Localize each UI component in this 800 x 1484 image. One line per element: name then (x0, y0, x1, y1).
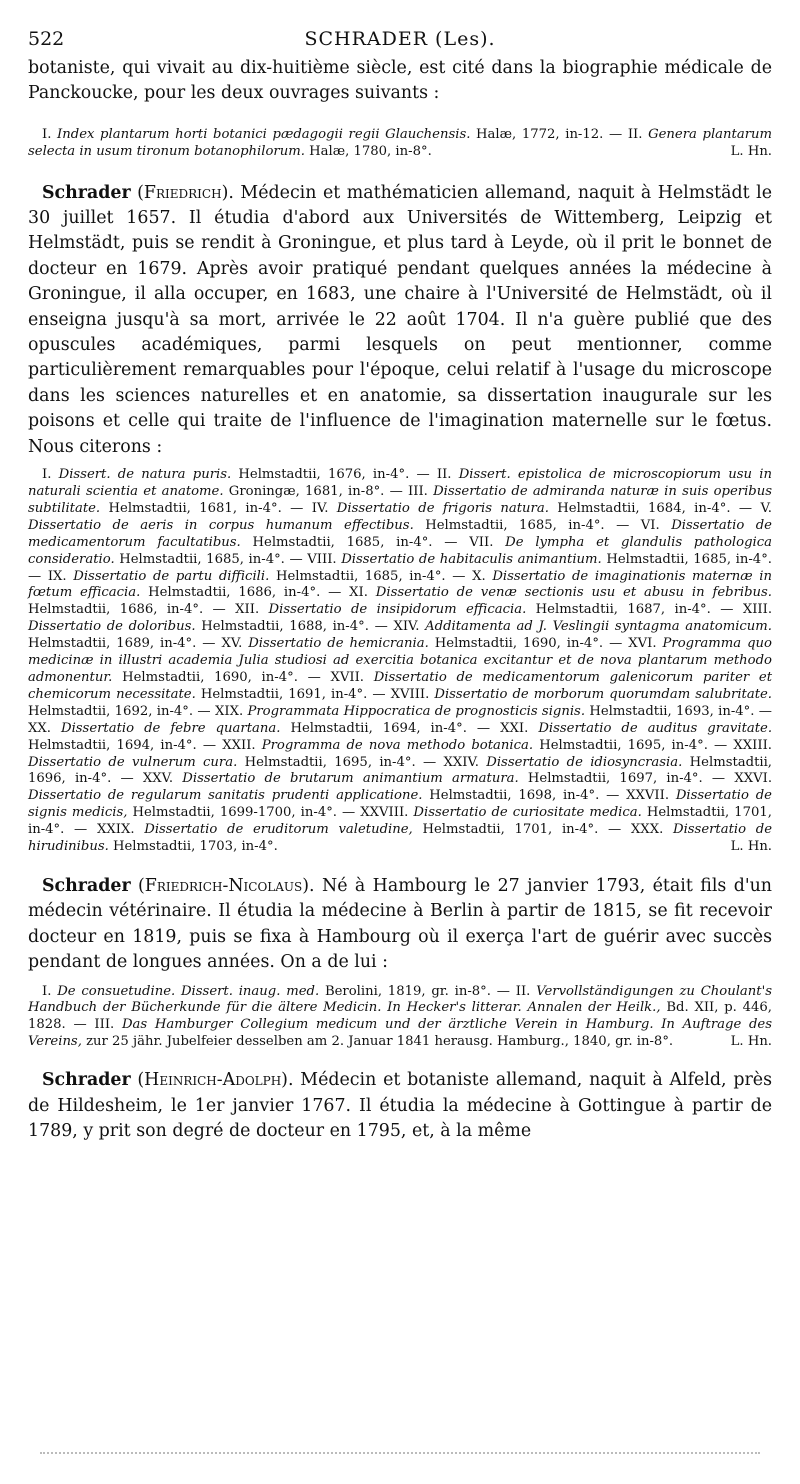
bib-item: XXIX. Dissertatio de eruditorum valetudine, Helmstadtii, 1701, in-4°. — (96, 822, 622, 838)
bib-item: XII. Dissertatio de insipidorum efficacia. Helmstadtii, 1687, in-4°. — (235, 602, 734, 618)
bib-item: IV. Dissertatio de frigoris natura. Helmstadtii, 1684, in-4°. — (311, 500, 753, 516)
page (28, 22, 772, 1144)
bib-item: VI. Dissertatio de medicamentorum facultatibus. Helmstadtii, 1685, in-4°. — (28, 517, 772, 550)
bib-item: XXV. Dissertatio de brutarum animantium armatura. Helmstadtii, 1697, in-4°. — (142, 771, 726, 787)
page-header (28, 22, 772, 56)
bib-item: IX. Dissertatio de partu difficili. Helmstadtii, 1685, in-4°. — (47, 568, 466, 584)
bib-item: V. Dissertatio de aeris in corpus humanum effectibus. Helmstadtii, 1685, in-4°. — (28, 500, 772, 533)
bibliography-list-1 (28, 127, 772, 161)
bib-item: II. Genera plantarum selecta in usum tironum botanophilorum. Halæ, 1780, in-8°. (28, 126, 773, 159)
bib-item: XXI. Dissertatio de auditus gravitate. Helmstadtii, 1694, in-4°. — (28, 720, 773, 753)
entry-fullname: (Friedrich-Nicolaus). (138, 875, 315, 896)
bib-item: XXVI. Dissertatio de regularum sanitatis prudenti applicatione. Helmstadtii, 1698, in-4°. — (28, 771, 773, 804)
bib-item: X. Dissertatio de imaginationis maternæ in fœtum efficacia. Helmstadtii, 1686, in-4°. — (28, 568, 773, 601)
bib-item: II. Dissert. epistolica de microscopiorum usu in naturali scientia et anatome. Groningæ, 1681, in-8°. — (28, 467, 772, 499)
bib-item: I. De consuetudine. Dissert. inaug. med. Berolini, 1819, gr. in-8°. — (42, 983, 510, 999)
bib-item: XX. Dissertatio de febre quartana. Helmstadtii, 1694, in-4°. — (28, 720, 491, 736)
bottom-edge-noise (40, 1452, 760, 1456)
bib-item: XVIII. Dissertatio de morborum quorumdam salubritate. Helmstadtii, 1692, in-4°. — (28, 686, 772, 719)
bib-item: I. Index plantarum horti botanici pædagogii regii Glauchensis. Halæ, 1772, in-12. — (42, 126, 623, 142)
bibliography-list-2 (28, 467, 772, 856)
entry-name: Schrader (42, 875, 131, 896)
entry-text: Médecin et mathématicien allemand, naquit à Helmstädt le 30 juillet 1657. Il étudia d'abord aux Universités de Wittemberg, Leipzig et Helmstädt, puis se rendit à Groningue, et plus tard à Leyde, où il prit le bonnet de docteur en 1679. Après avoir pratiqué pendant quelques années la médecine à Groningue, il alla occuper, en 1683, une chaire à l'Université de Helmstädt, où il enseigna jusqu'à sa mort, arrivée le 22 août 1704. Il n'a guère publié que des opuscules académiques, parmi lesquels on peut mentionner, comme particulièrement remarquables pour l'époque, celui relatif à l'usage du microscope dans les sciences naturelles et en anatomie, sa dissertation inaugurale sur les poisons et celle qui traite de l'influence de l'imagination maternelle sur le fœtus. Nous citerons : (28, 182, 773, 457)
bib-item: III. Dissertatio de admiranda naturæ in suis operibus subtilitate. Helmstadtii, 1681, in-4°. — (28, 484, 772, 516)
page-number: 522 (28, 28, 65, 50)
entry-friedrich-nicolaus (28, 874, 772, 976)
author-signature: L. Hn. (730, 839, 772, 855)
bib-item: XV. Dissertatio de hemicrania. Helmstadtii, 1690, in-4°. — (221, 636, 623, 652)
intro-paragraph: botaniste, qui vivait au dix-huitième siècle, est cité dans la biographie médicale de Panckoucke, pour les deux ouvrages suivants : (28, 58, 772, 104)
bib-item: XXVII. Dissertatio de signis medicis, Helmstadtii, 1699-1700, in-4°. — (28, 788, 772, 821)
bib-item: XXIII. Dissertatio de vulnerum cura. Helmstadtii, 1695, in-4°. — (28, 737, 772, 770)
bib-item: XXVIII. Dissertatio de curiositate medica. Helmstadtii, 1701, in-4°. — (28, 805, 772, 838)
entry-text: Médecin et botaniste allemand, naquit à Alfeld, près de Hildesheim, le 1er janvier 1767. Il étudia la médecine à Gottingue à partir de 1789, y prit son degré de docteur en 1795, et, à la même (28, 1070, 772, 1141)
entry-friedrich (28, 181, 772, 460)
bib-item: XVI. Programma quo medicinæ in illustri academia Julia studiosi ad exercitia botanica excitantur et de nova plantarum methodo admonentur. Helmstadtii, 1690, in-4°. — (28, 636, 772, 685)
bib-item: I. Dissert. de natura puris. Helmstadtii, 1676, in-4°. — (42, 467, 430, 483)
entry-name: Schrader (42, 1070, 131, 1091)
entry-name: Schrader (42, 182, 131, 203)
bib-item: XXX. Dissertatio de hirudinibus. Helmstadtii, 1703, in-4°. (28, 822, 773, 855)
bib-item: XXII. Programma de nova methodo botanica. Helmstadtii, 1695, in-4°. — (222, 737, 728, 753)
bib-item: III. Das Hamburger Collegium medicum und der ärztliche Verein in Hamburg. In Auftrage des Vereins, zur 25 jähr. Jubelfeier desselben am 2. Januar 1841 herausg. Hamburg., 1840, gr. in-8°. (28, 1017, 772, 1050)
bib-item: XI. Dissertatio de venæ sectionis usu et abusu in febribus. Helmstadtii, 1686, in-4°. — (28, 585, 772, 618)
entry-text: Né à Hambourg le 27 janvier 1793, était fils d'un médecin vétérinaire. Il étudia la médecine à Berlin à partir de 1815, se fit recevoir docteur en 1819, puis se fixa à Hambourg où il exerça l'art de guérir avec succès pendant de longues années. On a de lui : (28, 875, 773, 973)
author-signature: L. Hn. (730, 143, 772, 159)
bib-item: II. Vervollständigungen zu Choulant's Handbuch der Bücherkunde für die ältere Medicin. In Hecker's litterar. Annalen der Heilk., Bd. XII, p. 446, 1828. — (28, 983, 772, 1033)
bib-item: VII. De lympha et glandulis pathologica consideratio. Helmstadtii, 1685, in-4°. — (28, 534, 772, 567)
author-signature: L. Hn. (730, 1034, 772, 1050)
running-head: SCHRADER (Les). (304, 28, 496, 50)
entry-fullname: (Friedrich). (137, 182, 234, 203)
bib-item: XVII. Dissertatio de medicamentorum galenicorum pariter et chemicorum necessitate. Helmstadtii, 1691, in-4°. — (28, 669, 773, 702)
entry-heinrich-adolph (28, 1068, 772, 1144)
bib-item: XXIV. Dissertatio de idiosyncrasia. Helmstadtii, 1696, in-4°. — (28, 754, 772, 787)
bib-item: VIII. Dissertatio de habitaculis animantium. Helmstadtii, 1685, in-4°. — (28, 551, 772, 584)
bib-item: XIV. Additamenta ad J. Veslingii syntagma anatomicum. Helmstadtii, 1689, in-4°. — (28, 619, 772, 652)
entry-fullname: (Heinrich-Adolph). (137, 1070, 294, 1091)
bibliography-list-3 (28, 984, 772, 1052)
bib-item: XIX. Programmata Hippocratica de prognosticis signis. Helmstadtii, 1693, in-4°. — (214, 703, 772, 719)
bib-item: XIII. Dissertatio de doloribus. Helmstadtii, 1688, in-4°. — (28, 602, 773, 635)
